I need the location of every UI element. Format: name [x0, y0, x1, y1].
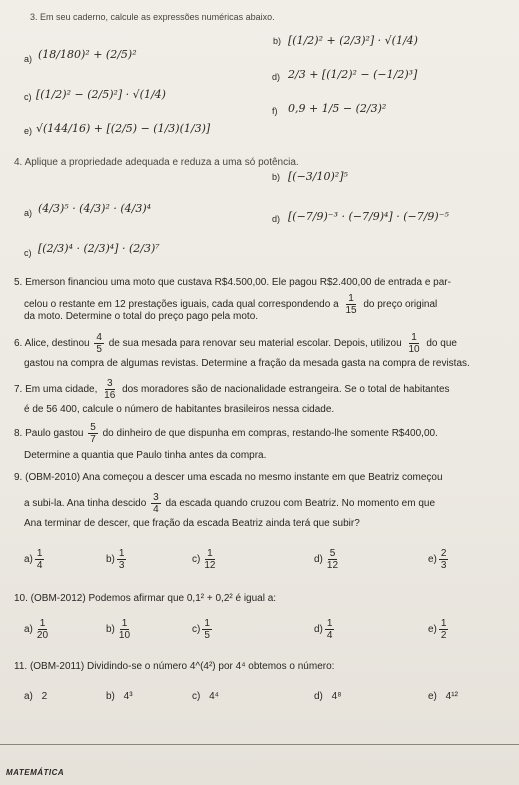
q7-line2: é de 56 400, calcule o número de habitantes brasileiros nessa cidade.	[24, 404, 335, 415]
fraction-denominator: 4	[326, 630, 333, 641]
footer-divider	[0, 744, 519, 745]
q3-c-expr: [(1/2)² − (2/5)²] · √(1/4)	[36, 88, 166, 101]
q3-a-label: a)	[24, 54, 33, 64]
q7-fraction: $\frac{3}{16}$	[104, 378, 116, 401]
fraction-numerator: 1	[204, 618, 210, 629]
q3-intro: 3. Em seu caderno, calcule as expressões numéricas abaixo.	[30, 12, 275, 22]
q9-option-1	[24, 548, 46, 571]
q4-d-expr: [(−7/9)⁻³ · (−7/9)⁴] · (−7/9)⁻⁵	[288, 210, 449, 223]
fraction-numerator: 1	[121, 618, 128, 629]
q4-b-expr: [(−3/10)²]⁵	[288, 170, 348, 183]
fraction-denominator: 12	[326, 560, 339, 571]
option-label: a)	[24, 691, 33, 702]
fraction-denominator: 3	[118, 560, 125, 571]
q11-option-1	[24, 690, 47, 704]
option-fraction	[325, 618, 335, 641]
q3-b-label: b)	[273, 36, 282, 46]
q9-option-4	[314, 548, 342, 571]
fraction-denominator: 5	[204, 630, 210, 641]
q6-line1: 6. Alice, destinou $\frac{4}{5}$ de sua mesada para renovar seu material escolar. Depois, utilizou $\frac{1}{10}$ do que	[14, 332, 457, 355]
fraction-numerator: 1	[39, 618, 46, 629]
option-label: e)	[428, 554, 437, 566]
option-label: e)	[428, 624, 437, 636]
q5-line2-start: celou o restante em 12 prestações iguais, cada qual correspondendo a	[24, 299, 339, 311]
q11-option-2	[106, 690, 133, 704]
option-value: 4⁴	[206, 691, 219, 702]
q10-option-3	[192, 618, 214, 641]
option-fraction	[117, 618, 132, 641]
q4-c-expr: [(2/3)⁴ · (2/3)⁴] · (2/3)⁷	[38, 242, 160, 255]
option-label: d)	[314, 554, 323, 566]
q8-line1: 8. Paulo gastou $\frac{5}{7}$ do dinheiro de que dispunha em compras, restando-lhe somente R$400,00.	[14, 422, 438, 445]
fraction-numerator: 1	[36, 548, 43, 559]
option-value: 4⁸	[328, 691, 342, 702]
q6-fraction-2: $\frac{1}{10}$	[408, 332, 420, 355]
q3-b-expr: [(1/2)² + (2/3)²] · √(1/4)	[288, 34, 418, 47]
q3-f-label: f)	[272, 106, 278, 116]
option-label: c)	[192, 554, 201, 566]
q3-e-label: e)	[24, 126, 33, 136]
q9-line3: Ana terminar de descer, que fração da escada Beatriz ainda terá que subir?	[24, 518, 360, 529]
fraction-denominator: 2	[440, 630, 447, 641]
q3-c-label: c)	[24, 92, 32, 102]
option-value: 4¹²	[442, 691, 458, 702]
q5-line2-end: do preço original	[363, 299, 438, 311]
fraction-denominator: 20	[36, 630, 49, 641]
q4-intro: 4. Aplique a propriedade adequada e reduza a uma só potência.	[14, 157, 299, 168]
q3-d-expr: 2/3 + [(1/2)² − (−1/2)³]	[288, 68, 418, 81]
option-value: 4³	[120, 691, 133, 702]
option-label: e)	[428, 691, 437, 702]
option-label: b)	[106, 691, 115, 702]
q9-option-5	[428, 548, 450, 571]
q10-option-5	[428, 618, 450, 641]
q4-a-expr: (4/3)⁵ · (4/3)² · (4/3)⁴	[38, 202, 152, 215]
q4-c-label: c)	[24, 248, 32, 258]
q8-fraction: $\frac{5}{7}$	[90, 422, 96, 445]
q9-option-3	[192, 548, 219, 571]
q9-fraction: $\frac{3}{4}$	[153, 492, 159, 515]
q10-option-1	[24, 618, 52, 641]
q6-line2: gastou na compra de algumas revistas. Determine a fração da mesada gasta na compra de revistas.	[24, 358, 470, 369]
option-label: c)	[192, 691, 201, 702]
option-label: c)	[192, 624, 201, 636]
option-label: b)	[106, 554, 115, 566]
option-fraction	[117, 548, 127, 571]
fraction-numerator: 1	[118, 548, 125, 559]
fraction-denominator: 3	[440, 560, 447, 571]
option-label: a)	[24, 554, 33, 566]
q11-option-4	[314, 690, 341, 704]
fraction-denominator: 10	[118, 630, 131, 641]
q6-fraction-1: $\frac{4}{5}$	[96, 332, 102, 355]
q8-line2: Determine a quantia que Paulo tinha antes da compra.	[24, 450, 267, 461]
fraction-numerator: 2	[440, 548, 447, 559]
q3-f-expr: 0,9 + 1/5 − (2/3)²	[288, 102, 387, 115]
q9-line2: a subi-la. Ana tinha descido $\frac{3}{4}$ da escada quando cruzou com Beatriz. No momento em que	[24, 492, 436, 515]
option-fraction	[439, 618, 449, 641]
q11-option-5	[428, 690, 458, 704]
q5-fraction: $\frac{1}{15}$	[345, 293, 357, 316]
q10-option-2	[106, 618, 134, 641]
option-fraction	[35, 548, 45, 571]
option-fraction	[35, 618, 50, 641]
q5-line3: da moto. Determine o total do preço pago pela moto.	[24, 311, 259, 322]
option-label: d)	[314, 624, 323, 636]
fraction-denominator: 4	[36, 560, 43, 571]
q3-e-expr: √(144/16) + [(2/5) − (1/3)(1/3)]	[36, 122, 211, 135]
q4-b-label: b)	[272, 172, 281, 182]
option-label: d)	[314, 691, 323, 702]
fraction-numerator: 1	[326, 618, 333, 629]
q3-d-label: d)	[272, 72, 281, 82]
option-fraction	[325, 548, 340, 571]
q5-line1: 5. Emerson financiou uma moto que custava R$4.500,00. Ele pagou R$2.400,00 de entrada e par-	[14, 277, 451, 288]
option-value: 2	[38, 691, 48, 702]
fraction-numerator: 1	[440, 618, 447, 629]
fraction-numerator: 1	[207, 548, 213, 559]
q9-line1: 9. (OBM-2010) Ana começou a descer uma escada no mesmo instante em que Beatriz começou	[14, 472, 443, 483]
option-fraction	[202, 548, 217, 571]
q4-a-label: a)	[24, 208, 33, 218]
option-fraction	[439, 548, 449, 571]
fraction-numerator: 5	[329, 548, 336, 559]
fraction-denominator: 12	[204, 560, 216, 571]
q7-line1: 7. Em uma cidade, $\frac{3}{16}$ dos moradores são de nacionalidade estrangeira. Se o total de habitantes	[14, 378, 450, 401]
option-label: a)	[24, 624, 33, 636]
q10-option-4	[314, 618, 336, 641]
footer-label: MATEMÁTICA	[6, 768, 65, 777]
option-label: b)	[106, 624, 115, 636]
q11-option-3	[192, 690, 219, 704]
option-fraction	[202, 618, 212, 641]
q10-line1: 10. (OBM-2012) Podemos afirmar que 0,1² + 0,2² é igual a:	[14, 593, 277, 604]
q11-line1: 11. (OBM-2011) Dividindo-se o número 4^(4²) por 4⁴ obtemos o número:	[14, 661, 335, 672]
q9-option-2	[106, 548, 128, 571]
q4-d-label: d)	[272, 214, 281, 224]
q3-a-expr: (18/180)² + (2/5)²	[38, 48, 137, 61]
